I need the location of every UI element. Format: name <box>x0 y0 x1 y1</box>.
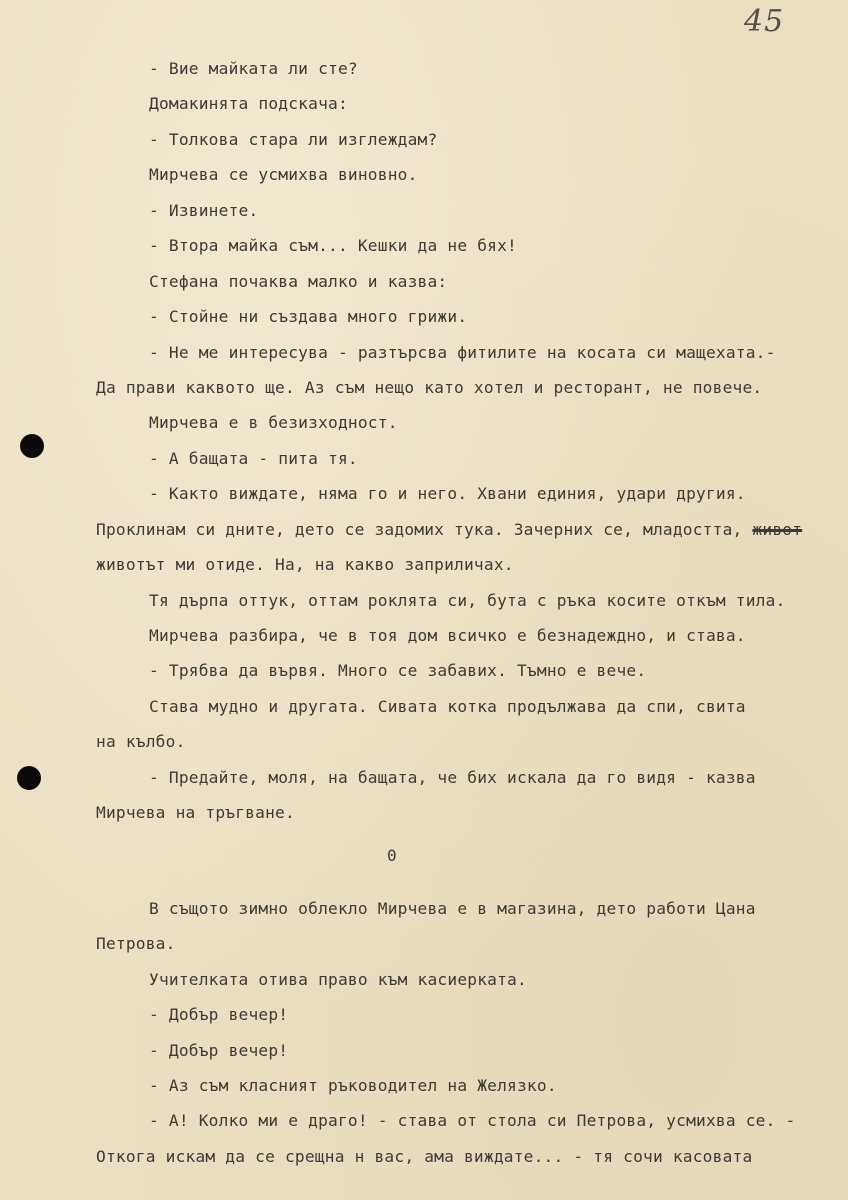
text-line-16: Тя дърпа оттук, оттам роклята си, бута с ръка косите откъм тила. <box>149 591 786 610</box>
section-divider: 0 <box>387 846 397 865</box>
text-line-30: Откога искам да се срещна н вас, ама виждате... - тя сочи касовата <box>96 1147 753 1166</box>
text-line-5: - Извинете. <box>149 201 259 220</box>
text-line-23: В същото зимно облекло Мирчева е в магазина, дето работи Цана <box>149 899 756 918</box>
text-line-25: Учителката отива право към касиерката. <box>149 970 527 989</box>
text-line-24: Петрова. <box>96 934 176 953</box>
text-line-7: Стефана почаква малко и казва: <box>149 272 448 291</box>
binder-hole-bottom <box>17 766 41 790</box>
text-line-1: - Вие майката ли сте? <box>149 59 358 78</box>
text-line-20: на кълбо. <box>96 732 186 751</box>
text-line-6: - Втора майка съм... Кешки да не бях! <box>149 236 517 255</box>
text-line-8: - Стойне ни създава много грижи. <box>149 307 468 326</box>
page-number: 45 <box>744 4 785 39</box>
text-line-27: - Добър вечер! <box>149 1041 289 1060</box>
text-line-12: - А бащата - пита тя. <box>149 449 358 468</box>
text-line-2: Домакинята подскача: <box>149 94 348 113</box>
text-line-21: - Предайте, моля, на бащата, че бих искала да го видя - казва <box>149 768 756 787</box>
text-line-14 <box>96 520 802 540</box>
text-line-22: Мирчева на тръгване. <box>96 803 295 822</box>
text-line-4: Мирчева се усмихва виновно. <box>149 165 418 184</box>
text-line-11: Мирчева е в безизходност. <box>149 413 398 432</box>
text-line-19: Става мудно и другата. Сивата котка продължава да спи, свита <box>149 697 746 716</box>
text-line-26: - Добър вечер! <box>149 1005 289 1024</box>
binder-hole-top <box>20 434 44 458</box>
text-line-14-content: Проклинам си дните, дето се задомих тука. Зачерних се, младостта, <box>96 520 753 539</box>
text-line-28: - Аз съм класният ръководител на Желязко. <box>149 1076 557 1095</box>
text-line-3: - Толкова стара ли изглеждам? <box>149 130 438 149</box>
text-line-29: - А! Колко ми е драго! - става от стола си Петрова, усмихва се. - <box>149 1111 796 1130</box>
text-line-10: Да прави каквото ще. Аз съм нещо като хотел и ресторант, не повече. <box>96 378 763 397</box>
text-line-9: - Не ме интересува - разтърсва фитилите на косата си мащехата.- <box>149 343 776 362</box>
text-line-18: - Трябва да вървя. Много се забавих. Тъмно е вече. <box>149 661 647 680</box>
text-line-15: животът ми отиде. На, на какво заприличах. <box>96 555 514 574</box>
struck-word: живот <box>752 520 803 539</box>
text-line-13: - Както виждате, няма го и него. Хвани единия, удари другия. <box>149 484 746 503</box>
text-line-17: Мирчева разбира, че в тоя дом всичко е безнадеждно, и става. <box>149 626 746 645</box>
